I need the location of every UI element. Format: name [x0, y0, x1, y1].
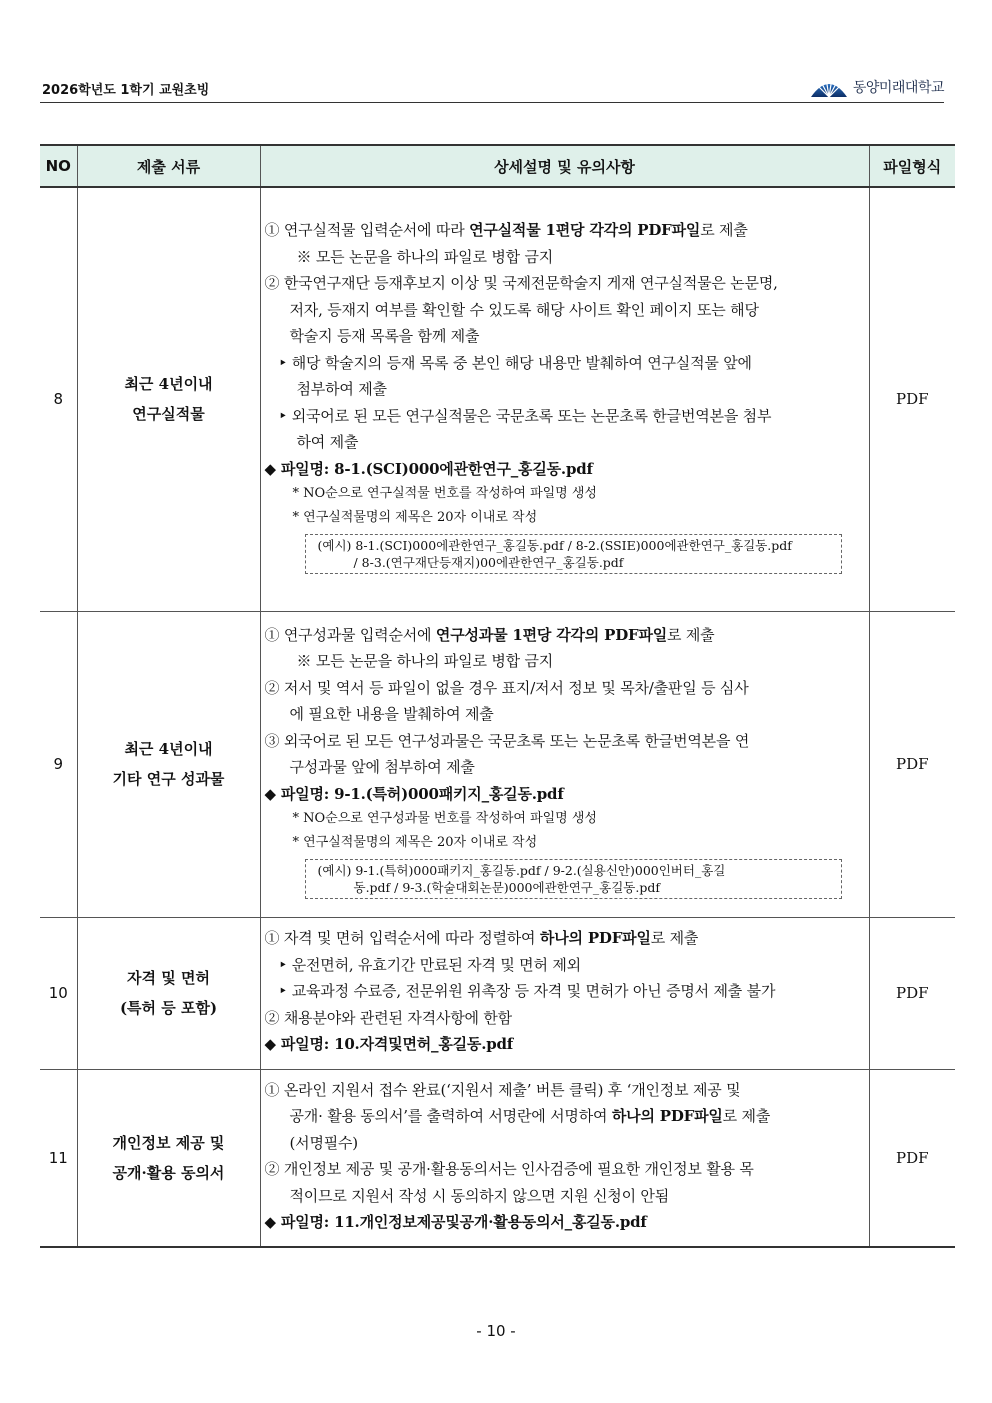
row-details [260, 611, 869, 917]
detail-line: ① 자격 및 면허 입력순서에 따라 정렬하여 하나의 PDF파일로 제출 [264, 929, 699, 948]
table-row [40, 611, 955, 917]
example-box [305, 534, 842, 574]
detail-line: (서명필수) [289, 1133, 358, 1152]
row-format: PDF [869, 187, 955, 611]
row-format: PDF [869, 917, 955, 1069]
filename-line: ◆ 파일명: 9-1.(특허)000패키지_홍길동.pdf [264, 784, 564, 803]
page-number: - 10 - [476, 1322, 516, 1340]
document-table [40, 144, 955, 1248]
row-no: 11 [40, 1069, 77, 1247]
example-box [305, 859, 842, 899]
detail-line: ① 연구성과물 입력순서에 연구성과물 1편당 각각의 PDF파일로 제출 [264, 625, 715, 644]
document-line-1: 최근 4년이내 [124, 375, 213, 394]
detail-line: 적이므로 지원서 작성 시 동의하지 않으면 지원 신청이 안됨 [289, 1186, 670, 1205]
filename-line: ◆ 파일명: 8-1.(SCI)000에관한연구_홍길동.pdf [264, 459, 593, 478]
example-line-1: (예시) 9-1.(특허)000패키지_홍길동.pdf / 9-2.(실용신안)000인버터_홍길 [317, 863, 726, 879]
detail-line: ※ 모든 논문을 하나의 파일로 병합 금지 [296, 652, 554, 671]
document-line-1: 최근 4년이내 [124, 740, 213, 758]
row-format: PDF [869, 611, 955, 917]
row-document [77, 611, 260, 917]
header-document: 제출 서류 [77, 145, 260, 187]
detail-line: 학술지 등재 목록을 함께 제출 [289, 327, 480, 346]
university-logo [809, 75, 944, 99]
detail-line: ② 한국연구재단 등재후보지 이상 및 국제전문학술지 게재 연구실적물은 논문명, [264, 274, 778, 293]
header-format: 파일형식 [869, 145, 955, 187]
detail-line: ① 연구실적물 입력순서에 따라 연구실적물 1편당 각각의 PDF파일로 제출 [264, 221, 748, 240]
document-line-1: 자격 및 면허 [127, 969, 210, 987]
note-line: * NO순으로 연구실적물 번호를 작성하여 파일명 생성 [292, 486, 597, 502]
note-line: * 연구실적물명의 제목은 20자 이내로 작성 [292, 835, 538, 851]
note-line: * NO순으로 연구성과물 번호를 작성하여 파일명 생성 [292, 811, 597, 827]
table-header-row [40, 145, 955, 187]
detail-line: ‣ 해당 학술지의 등재 목록 중 본인 해당 내용만 발췌하여 연구실적물 앞에 [278, 353, 752, 372]
row-details [260, 187, 869, 611]
detail-line: 공개· 활용 동의서’를 출력하여 서명란에 서명하여 하나의 PDF파일로 제출 [289, 1107, 771, 1126]
document-line-2: (특허 등 포함) [119, 999, 218, 1017]
example-line-2: / 8-3.(연구재단등재지)00에관한연구_홍길동.pdf [353, 555, 624, 571]
row-document [77, 1069, 260, 1247]
detail-line: ‣ 교육과정 수료증, 전문위원 위촉장 등 자격 및 면허가 아닌 증명서 제출 불가 [278, 982, 776, 1001]
filename-line: ◆ 파일명: 10.자격및면허_홍길동.pdf [264, 1035, 514, 1054]
detail-line: ② 개인정보 제공 및 공개·활용동의서는 인사검증에 필요한 개인정보 활용 목 [264, 1160, 754, 1179]
table-row [40, 917, 955, 1069]
example-line-2: 동.pdf / 9-3.(학술대회논문)000에관한연구_홍길동.pdf [353, 880, 660, 896]
row-no: 8 [40, 187, 77, 611]
logo-text: 동양미래대학교 [852, 80, 944, 96]
document-line-2: 기타 연구 성과물 [112, 770, 225, 788]
detail-line: 첨부하여 제출 [296, 380, 387, 399]
page-header [40, 70, 944, 103]
detail-line: 에 필요한 내용을 발췌하여 제출 [289, 705, 494, 724]
row-format: PDF [869, 1069, 955, 1247]
document-line-1: 개인정보 제공 및 [112, 1133, 225, 1152]
table-row [40, 187, 955, 611]
detail-line: ② 저서 및 역서 등 파일이 없을 경우 표지/저서 정보 및 목차/출판일 등 심사 [264, 678, 749, 697]
row-details [260, 917, 869, 1069]
detail-line: ※ 모든 논문을 하나의 파일로 병합 금지 [296, 247, 554, 266]
filename-line: ◆ 파일명: 11.개인정보제공및공개·활용동의서_홍길동.pdf [264, 1213, 647, 1232]
header-no: NO [40, 145, 77, 187]
detail-line: ‣ 운전면허, 유효기간 만료된 자격 및 면허 제외 [278, 955, 581, 974]
document-line-2: 공개·활용 동의서 [112, 1163, 225, 1182]
detail-line: 구성과물 앞에 첨부하여 제출 [289, 758, 475, 777]
detail-line: 하여 제출 [296, 433, 359, 452]
detail-line: 저자, 등재지 여부를 확인할 수 있도록 해당 사이트 확인 페이지 또는 해당 [289, 300, 759, 319]
header-details: 상세설명 및 유의사항 [260, 145, 869, 187]
document-line-2: 연구실적물 [132, 405, 205, 424]
note-line: * 연구실적물명의 제목은 20자 이내로 작성 [292, 510, 538, 526]
detail-line: ① 온라인 지원서 접수 완료(‘지원서 제출’ 버튼 클릭) 후 ‘개인정보 제공 및 [264, 1080, 741, 1099]
row-no: 10 [40, 917, 77, 1069]
row-document [77, 187, 260, 611]
row-no: 9 [40, 611, 77, 917]
row-details [260, 1069, 869, 1247]
row-document [77, 917, 260, 1069]
header-title: 2026학년도 1학기 교원초빙 [42, 83, 210, 98]
detail-line: ③ 외국어로 된 모든 연구성과물은 국문초록 또는 논문초록 한글번역본을 연 [264, 731, 750, 750]
table-row [40, 1069, 955, 1247]
example-line-1: (예시) 8-1.(SCI)000에관한연구_홍길동.pdf / 8-2.(SSIE)000에관한연구_홍길동.pdf [317, 538, 792, 554]
detail-line: ② 채용분야와 관련된 자격사항에 한함 [264, 1008, 512, 1027]
logo-emblem-icon [809, 75, 849, 99]
detail-line: ‣ 외국어로 된 모든 연구실적물은 국문초록 또는 논문초록 한글번역본을 첨부 [278, 406, 772, 425]
